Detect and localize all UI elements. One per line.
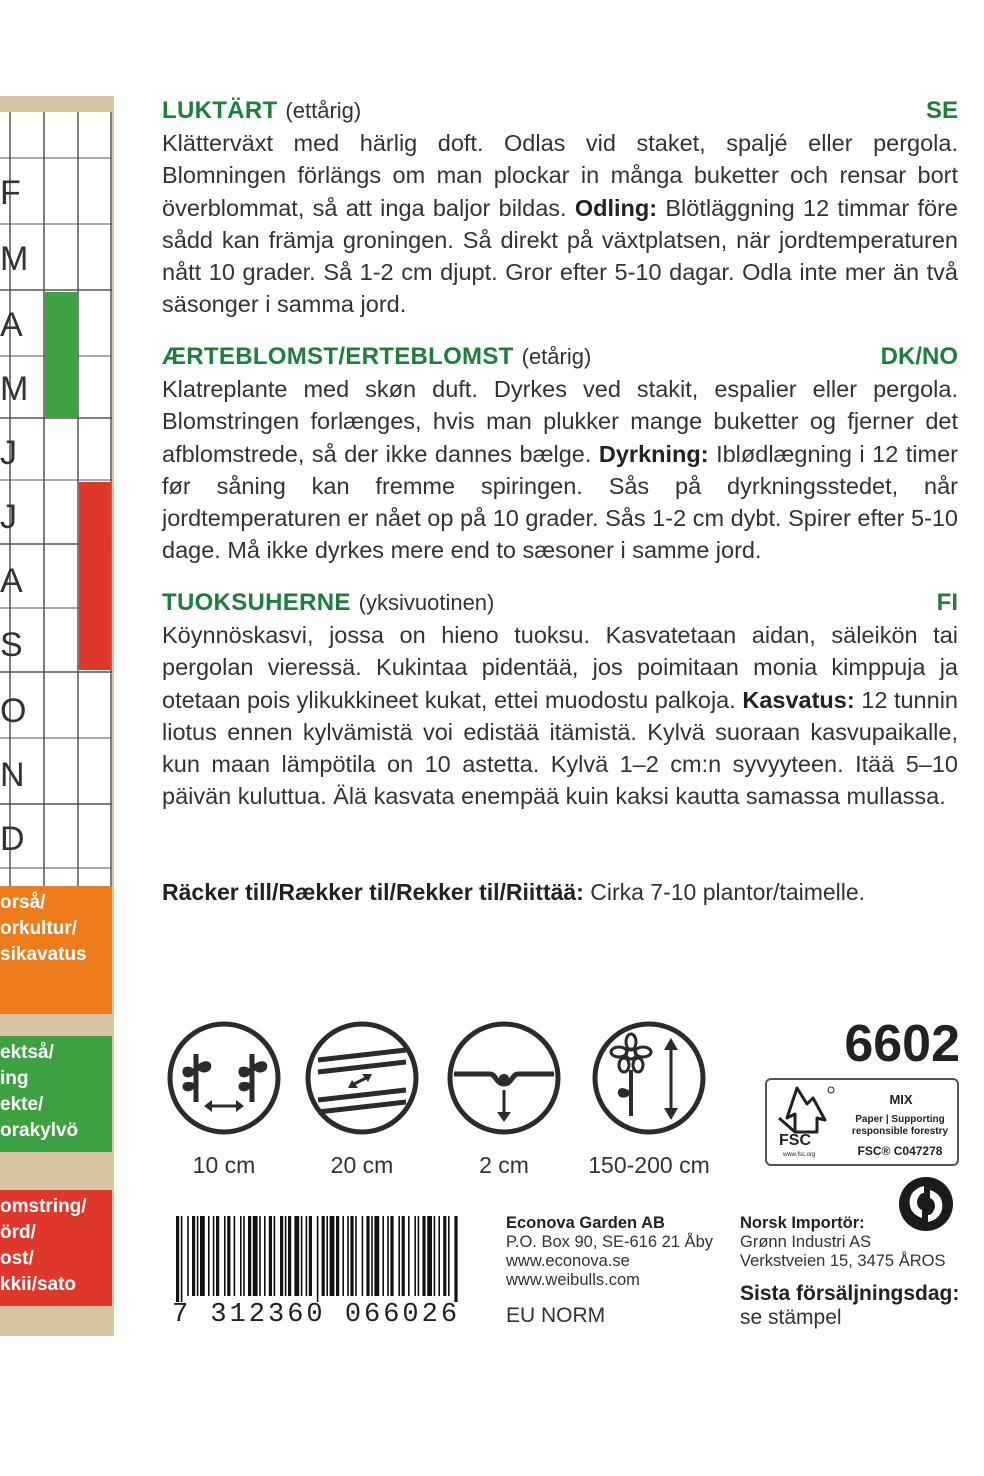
month-letter: M [0,370,29,408]
plant-height-info [587,1020,711,1180]
month-letter: O [0,692,27,730]
bold-label: Dyrkning: [598,440,709,467]
month-letter: A [0,562,23,600]
section-subtitle: (ettårig) [285,98,362,123]
language-code: DK/NO [880,343,958,370]
language-code: FI [936,589,958,616]
bloom-bar [79,482,111,670]
importer-address: Norsk Importör: Grønn Industri AS Verkstveien 15, 3475 ÅROS [740,1214,946,1270]
plant-height-icon [591,1020,707,1136]
fsc-description: Paper | Supporting responsible forestry [851,1114,949,1137]
direct-sow-bar [45,292,78,417]
legend-line: ektså/ [0,1042,54,1063]
importer-label: Norsk Importör: [740,1214,865,1232]
month-letter: J [0,434,17,472]
sowing-depth-icon [446,1020,562,1136]
sowing-depth-info [442,1020,566,1180]
month-letter: J [0,498,17,536]
supplier-address: Econova Garden AB P.O. Box 90, SE-616 21 Åby www.econova.se www.weibulls.com [506,1214,713,1289]
section-danish-norwegian [162,341,958,567]
yield-value: Cirka 7-10 plantor/taimelle. [583,879,866,905]
legend-line: orkultur/ [0,918,78,939]
section-swedish [162,95,958,321]
section-body: Klatreplante med skøn duft. Dyrkes ved stakit, espalier eller pergola. Blomstringen forlænges, hvis man plukker mange buketter og fjerner det afblomstrede, så der ikke dannes bælge. Dyrkning: Iblødlægning i 12 timer før såning kan fremme spiringen. Sås på dyrkningsstedet, når jordtemperaturen er nået op på 10 grader. Sås 1-2 cm dybt. Spirer efter 5-10 dage. Må ikke dyrkes mere end to sæsoner i samme jord. [162,376,959,564]
legend-line: omstring/ [0,1196,87,1217]
section-subtitle: (yksivuotinen) [358,590,495,615]
icon-label: 20 cm [330,1152,394,1178]
sowing-calendar-strip [0,96,114,1336]
icon-label: 2 cm [479,1152,529,1178]
bold-label: Odling: [574,194,658,221]
fsc-mix: MIX [889,1092,913,1107]
month-letter: M [0,240,29,278]
month-letter: S [0,626,23,664]
icon-label: 10 cm [192,1152,256,1178]
spacing-info [162,1020,286,1180]
legend-line: sikavatus [0,944,87,965]
section-subtitle: (etårig) [521,344,592,369]
yield-label: Räcker till/Rækker til/Rekker til/Riittää: [162,879,584,905]
fsc-logo-text: FSC [779,1132,811,1149]
legend-bloom-harvest [0,1190,112,1306]
month-letter: A [0,306,23,344]
fsc-label [765,1078,959,1166]
section-title: LUKTÄRT [162,97,278,124]
language-code: SE [925,97,958,124]
section-body: Klätterväxt med härlig doft. Odlas vid staket, spaljé eller pergola. Blomningen förlängs om man plockar in många buketter och rensar bort överblommat, så att inga baljor bildas. Odling: Blötläggning 12 timmar före sådd kan främja groningen. Så direkt på växtplatsen, när jordtemperaturen nått 10 grader. Så 1-2 cm djupt. Gror efter 5-10 dagar. Odla inte mer än två säsonger i samma jord. [162,130,958,318]
legend-line: örd/ [0,1222,36,1243]
month-letter: D [0,820,25,858]
calendar-grid [0,112,112,958]
section-title: ÆRTEBLOMST/ERTEBLOMST [162,343,514,370]
fsc-code: FSC® C047278 [857,1144,943,1158]
section-finnish [162,587,958,813]
bold-label: Kasvatus: [742,686,855,713]
legend-pre-sow [0,886,112,1014]
barcode [176,1216,458,1302]
product-number: 6602 [844,1015,960,1073]
month-letter: F [0,174,21,212]
section-header [162,95,958,127]
yield-line [162,876,962,908]
month-letter: N [0,756,25,794]
eu-norm: EU NORM [506,1304,606,1327]
sell-by-value: se stämpel [740,1306,842,1329]
sell-by-label: Sista försäljningsdag: [740,1282,960,1305]
legend-line: ing [0,1068,29,1089]
section-body: Köynnöskasvi, jossa on hieno tuoksu. Kasvatetaan aidan, säleikön tai pergolan vieressä. Kukintaa pidentää, jos poimitaan monia kimppuja ja otetaan pois ylikukkineet kukat, ettei muodostu palkoja. Kasvatus: 12 tunnin liotus ennen kylvämistä voi edistää itämistä. Kylvä suoraan kasvupaikalle, kun maan lämpötila on 10 astetta. Kylvä 1–2 cm:n syvyyteen. Itää 5–10 päivän kuluttua. Älä kasvata enempää kuin kaksi kautta samassa mullassa. [162,622,958,810]
fsc-website: www.fsc.org [783,1152,816,1158]
section-title: TUOKSUHERNE [162,589,351,616]
legend-line: orakylvö [0,1120,79,1141]
legend-line: orså/ [0,892,46,913]
section-header [162,341,958,373]
supplier-website: www.econova.se [506,1252,630,1270]
barcode-number: 7 312360 066026 [172,1300,461,1330]
legend-line: ost/ [0,1248,34,1269]
supplier-name: Econova Garden AB [506,1214,665,1232]
legend-direct-sow [0,1036,112,1152]
icon-label: 150-200 cm [588,1152,710,1178]
plant-spacing-icon [166,1020,282,1136]
legend-line: ekte/ [0,1094,44,1115]
supplier-website: www.weibulls.com [506,1271,640,1289]
row-spacing-info [300,1020,424,1180]
row-spacing-icon [304,1020,420,1136]
section-header [162,587,958,619]
legend-line: kkii/sato [0,1274,77,1295]
